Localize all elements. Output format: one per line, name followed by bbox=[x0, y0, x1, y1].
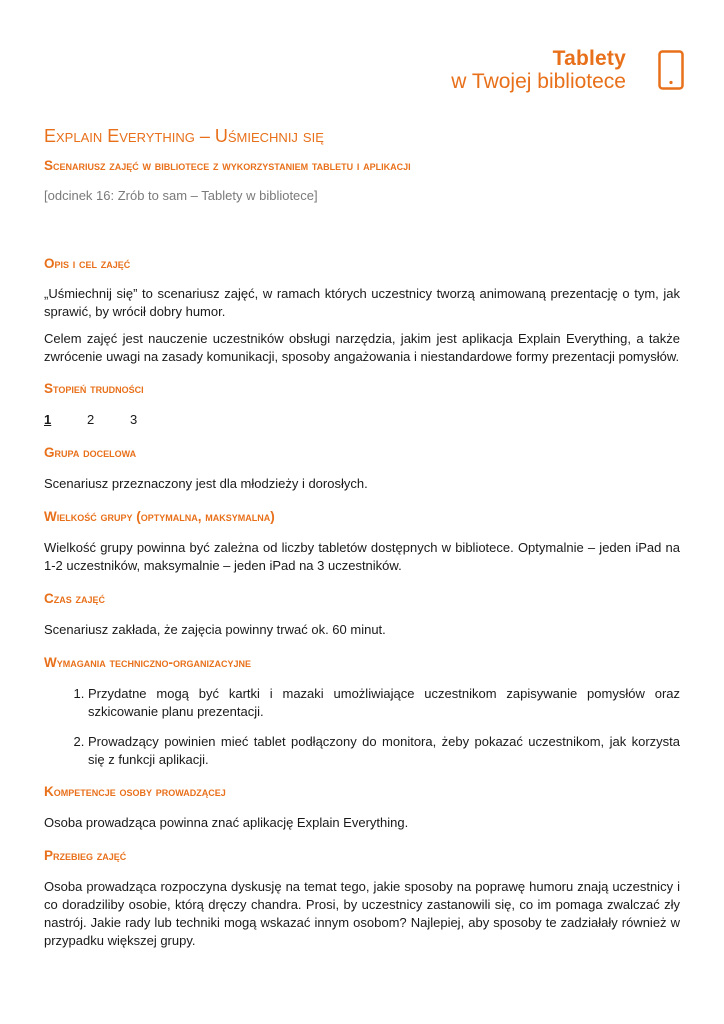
difficulty-levels bbox=[44, 411, 680, 429]
document-body bbox=[44, 125, 680, 950]
section-heading-czas: Czas zajęć bbox=[44, 591, 106, 606]
logo-text bbox=[451, 48, 626, 92]
czas-text: Scenariusz zakłada, że zajęcia powinny trwać ok. 60 minut. bbox=[44, 622, 386, 637]
difficulty-level-1: 1 bbox=[44, 412, 52, 427]
section-heading-przebieg: Przebieg zajęć bbox=[44, 848, 127, 863]
logo-line-2: w Twojej bibliotece bbox=[451, 70, 626, 93]
document-title: Explain Everything – Uśmiechnij się bbox=[44, 126, 324, 146]
opis-paragraph-2: Celem zajęć jest nauczenie uczestników obsługi narzędzia, jakim jest aplikacja Explain Everything, a także zwrócenie uwagi na zasady komunikacji, sposoby angażowania i niestandardowe formy prezentacji pomysłów. bbox=[44, 331, 680, 364]
wymagania-item-2: 2. Prowadzący powinien mieć tablet podłączony do monitora, żeby pokazać uczestnikom, jak korzysta się z funkcji aplikacji. bbox=[88, 733, 680, 769]
grupa-text: Scenariusz przeznaczony jest dla młodzieży i dorosłych. bbox=[44, 476, 368, 491]
wymagania-list bbox=[44, 685, 680, 769]
section-heading-kompetencje: Kompetencje osoby prowadzącej bbox=[44, 784, 226, 799]
section-heading-grupa: Grupa docelowa bbox=[44, 445, 137, 460]
brand-logo bbox=[424, 46, 684, 96]
section-heading-wielkosc: Wielkość grupy (optymalna, maksymalna) bbox=[44, 509, 275, 524]
wymagania-item-1: 1. Przydatne mogą być kartki i mazaki umożliwiające uczestnikom zapisywanie pomysłów oraz szkicowanie planu prezentacji. bbox=[88, 685, 680, 721]
opis-paragraph-1: „Uśmiechnij się” to scenariusz zajęć, w ramach których uczestnicy tworzą animowaną prezentację o tym, jak sprawić, by wrócił dobry humor. bbox=[44, 286, 680, 319]
kompetencje-text: Osoba prowadząca powinna znać aplikację Explain Everything. bbox=[44, 815, 409, 830]
difficulty-level-2: 2 bbox=[87, 412, 95, 427]
section-heading-stopien: Stopień trudności bbox=[44, 381, 144, 396]
section-heading-opis: Opis i cel zajęć bbox=[44, 256, 131, 271]
przebieg-text: Osoba prowadząca rozpoczyna dyskusję na temat tego, jakie sposoby na poprawę humoru znają uczestnicy i co doradziliby osobie, którą dręczy chandra. Prosi, by uczestnicy zastanowili się, co im pomaga zwalczać zły nastrój. Jakie rady lub techniki mogą wskazać innym osobom? Najlepiej, aby sposoby te zadziałały również w przypadku większej grupy. bbox=[44, 879, 680, 948]
document-subtitle: Scenariusz zajęć w bibliotece z wykorzystaniem tabletu i aplikacji bbox=[44, 158, 411, 173]
wielkosc-text: Wielkość grupy powinna być zależna od liczby tabletów dostępnych w bibliotece. Optymalnie – jeden iPad na 1-2 uczestników, maksymalnie – jeden iPad na 3 uczestników. bbox=[44, 540, 680, 573]
logo-line-1: Tablety bbox=[552, 47, 626, 70]
difficulty-level-3: 3 bbox=[130, 412, 138, 427]
tablet-icon bbox=[658, 50, 684, 90]
section-heading-wymagania: Wymagania techniczno-organizacyjne bbox=[44, 655, 251, 670]
episode-note: [odcinek 16: Zrób to sam – Tablety w bibliotece] bbox=[44, 188, 318, 203]
